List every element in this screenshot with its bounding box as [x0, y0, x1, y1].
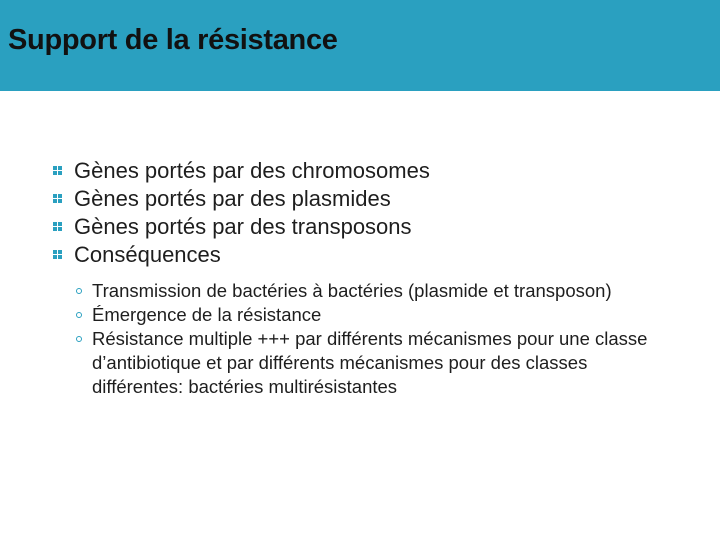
slide-content	[52, 157, 692, 399]
sub-bullet-item	[76, 303, 652, 327]
bullet-label: Gènes portés par des chromosomes	[74, 158, 430, 183]
sub-bullet-label: Transmission de bactéries à bactéries (plasmide et transposon)	[92, 280, 612, 301]
bullet-item	[52, 241, 692, 269]
bullet-label: Gènes portés par des transposons	[74, 214, 412, 239]
bullet-label: Gènes portés par des plasmides	[74, 186, 391, 211]
bullet-item	[52, 213, 692, 241]
bullet-square-icon	[52, 213, 66, 241]
circle-bullet-icon	[76, 288, 82, 294]
sub-bullet-item	[76, 279, 652, 303]
bullet-square-icon	[52, 185, 66, 213]
title-bar	[0, 0, 720, 91]
circle-bullet-icon	[76, 336, 82, 342]
bullet-square-icon	[52, 241, 66, 269]
bullet-square-icon	[52, 157, 66, 185]
slide-title: Support de la résistance	[8, 24, 338, 56]
sub-bullet-label: Émergence de la résistance	[92, 304, 322, 325]
bullet-item	[52, 185, 692, 213]
bullet-item	[52, 157, 692, 185]
sub-bullet-label: Résistance multiple +++ par différents mécanismes pour une classe d’antibiotique et par différents mécanismes pour des classes différentes: bactéries multirésistantes	[92, 328, 648, 397]
bullet-label: Conséquences	[74, 242, 221, 267]
sub-bullet-item	[76, 327, 652, 399]
circle-bullet-icon	[76, 312, 82, 318]
sub-bullet-list	[52, 279, 692, 399]
